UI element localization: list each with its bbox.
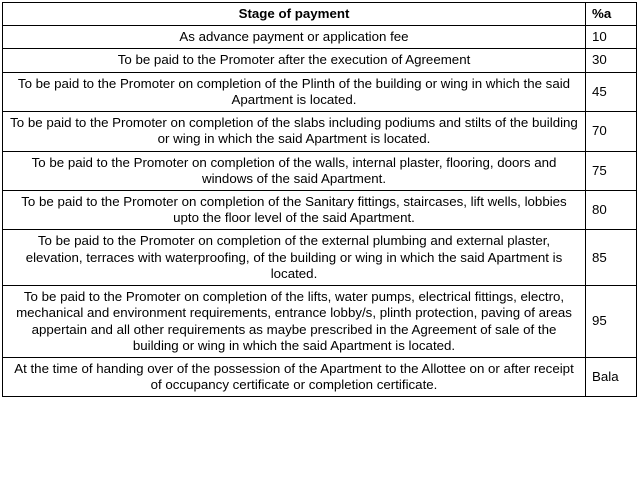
percent-cell: 75: [586, 151, 637, 190]
payment-schedule-table: [2, 2, 637, 397]
table-row: [3, 190, 637, 229]
stage-cell: To be paid to the Promoter after the execution of Agreement: [3, 49, 586, 72]
stage-cell: As advance payment or application fee: [3, 26, 586, 49]
table-row: [3, 26, 637, 49]
percent-cell: 85: [586, 230, 637, 286]
stage-cell: To be paid to the Promoter on completion of the external plumbing and external plaster, elevation, terraces with waterproofing, of the building or wing in which the said Apartment is located.: [3, 230, 586, 286]
stage-cell: To be paid to the Promoter on completion of the Plinth of the building or wing in which the said Apartment is located.: [3, 72, 586, 111]
percent-cell: Bala: [586, 357, 637, 396]
stage-cell: To be paid to the Promoter on completion of the walls, internal plaster, flooring, doors and windows of the said Apartment.: [3, 151, 586, 190]
percent-cell: 70: [586, 112, 637, 151]
table-row: [3, 230, 637, 286]
stage-cell: To be paid to the Promoter on completion of the lifts, water pumps, electrical fittings, electro, mechanical and environment requirements, entrance lobby/s, plinth protection, paving of areas appertain and all other requirements as maybe prescribed in the Agreement of sale of the building or wing in which the said Apartment is located.: [3, 286, 586, 358]
table-header-row: [3, 3, 637, 26]
table-row: [3, 112, 637, 151]
percent-cell: 95: [586, 286, 637, 358]
stage-cell: To be paid to the Promoter on completion of the slabs including podiums and stilts of the building or wing in which the said Apartment is located.: [3, 112, 586, 151]
table-row: [3, 286, 637, 358]
column-header-stage: Stage of payment: [3, 3, 586, 26]
stage-cell: At the time of handing over of the possession of the Apartment to the Allottee on or after receipt of occupancy certificate or completion certificate.: [3, 357, 586, 396]
percent-cell: 45: [586, 72, 637, 111]
table-row: [3, 49, 637, 72]
percent-cell: 30: [586, 49, 637, 72]
table-row: [3, 72, 637, 111]
table-row: [3, 151, 637, 190]
percent-cell: 10: [586, 26, 637, 49]
column-header-percent: %a: [586, 3, 637, 26]
table-row: [3, 357, 637, 396]
stage-cell: To be paid to the Promoter on completion of the Sanitary fittings, staircases, lift wells, lobbies upto the floor level of the said Apartment.: [3, 190, 586, 229]
percent-cell: 80: [586, 190, 637, 229]
